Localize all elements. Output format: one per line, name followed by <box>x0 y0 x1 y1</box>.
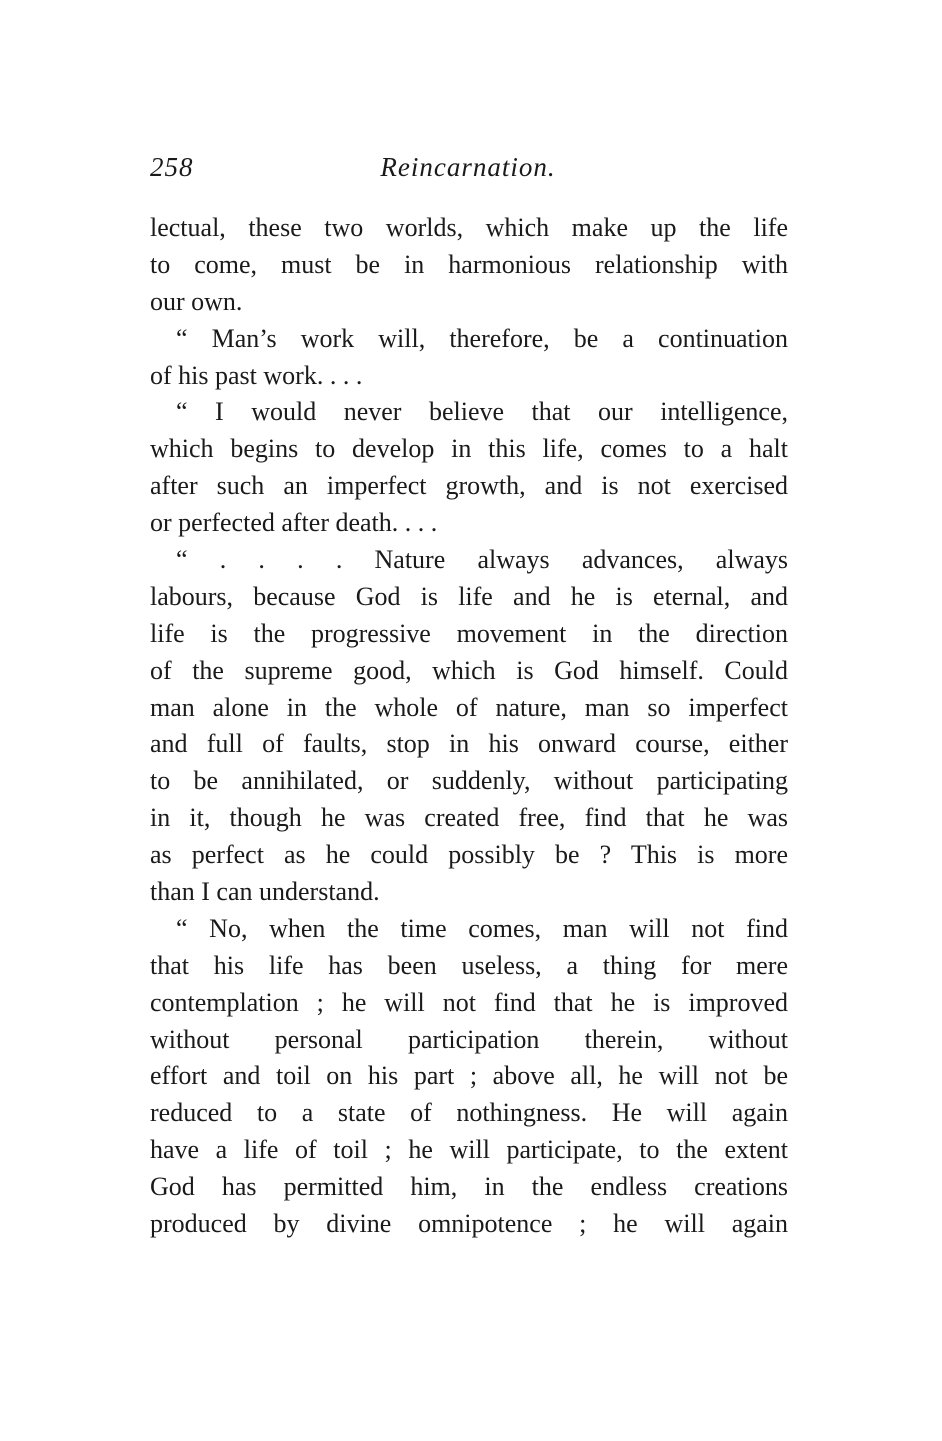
text-line: God has permitted him, in the endless creations <box>150 1172 788 1202</box>
text-line: reduced to a state of nothingness. He will again <box>150 1098 788 1128</box>
text-line: “ I would never believe that our intelligence, <box>176 397 788 427</box>
text-line: after such an imperfect growth, and is not exercised <box>150 471 788 501</box>
text-line: to come, must be in harmonious relationship with <box>150 249 788 279</box>
text-line: lectual, these two worlds, which make up the life <box>150 213 788 242</box>
text-line: that his life has been useless, a thing for mere <box>150 950 788 980</box>
text-line: effort and toil on his part ; above all, he will not be <box>150 1061 788 1091</box>
text-line: of his past work. . . . <box>150 360 363 390</box>
text-line: “ Man’s work will, therefore, be a continuation <box>176 323 788 353</box>
text-line: have a life of toil ; he will participate, to the extent <box>150 1135 788 1165</box>
text-line: of the supreme good, which is God himself. Could <box>150 655 788 685</box>
text-line: our own. <box>150 286 243 316</box>
text-line: “ No, when the time comes, man will not find <box>176 913 788 943</box>
text-line: “ . . . . Nature always advances, always <box>176 545 788 575</box>
text-line: without personal participation therein, without <box>150 1024 788 1054</box>
running-title: Reincarnation. <box>380 152 556 182</box>
text-line: which begins to develop in this life, comes to a halt <box>150 434 788 464</box>
running-head <box>150 152 786 196</box>
text-line: than I can understand. <box>150 877 380 907</box>
text-line: in it, though he was created free, find that he was <box>150 803 788 833</box>
text-line: as perfect as he could possibly be ? This is more <box>150 840 788 870</box>
body-text <box>150 210 788 1243</box>
text-line: or perfected after death. . . . <box>150 508 438 538</box>
text-line: produced by divine omnipotence ; he will again <box>150 1209 788 1239</box>
text-line: man alone in the whole of nature, man so imperfect <box>150 692 788 722</box>
text-line: life is the progressive movement in the direction <box>150 618 788 648</box>
text-line: and full of faults, stop in his onward course, either <box>150 729 788 759</box>
page-number: 258 <box>150 152 194 182</box>
text-line: to be annihilated, or suddenly, without participating <box>150 766 788 796</box>
text-line: labours, because God is life and he is eternal, and <box>150 581 788 611</box>
text-line: contemplation ; he will not find that he is improved <box>150 987 788 1017</box>
